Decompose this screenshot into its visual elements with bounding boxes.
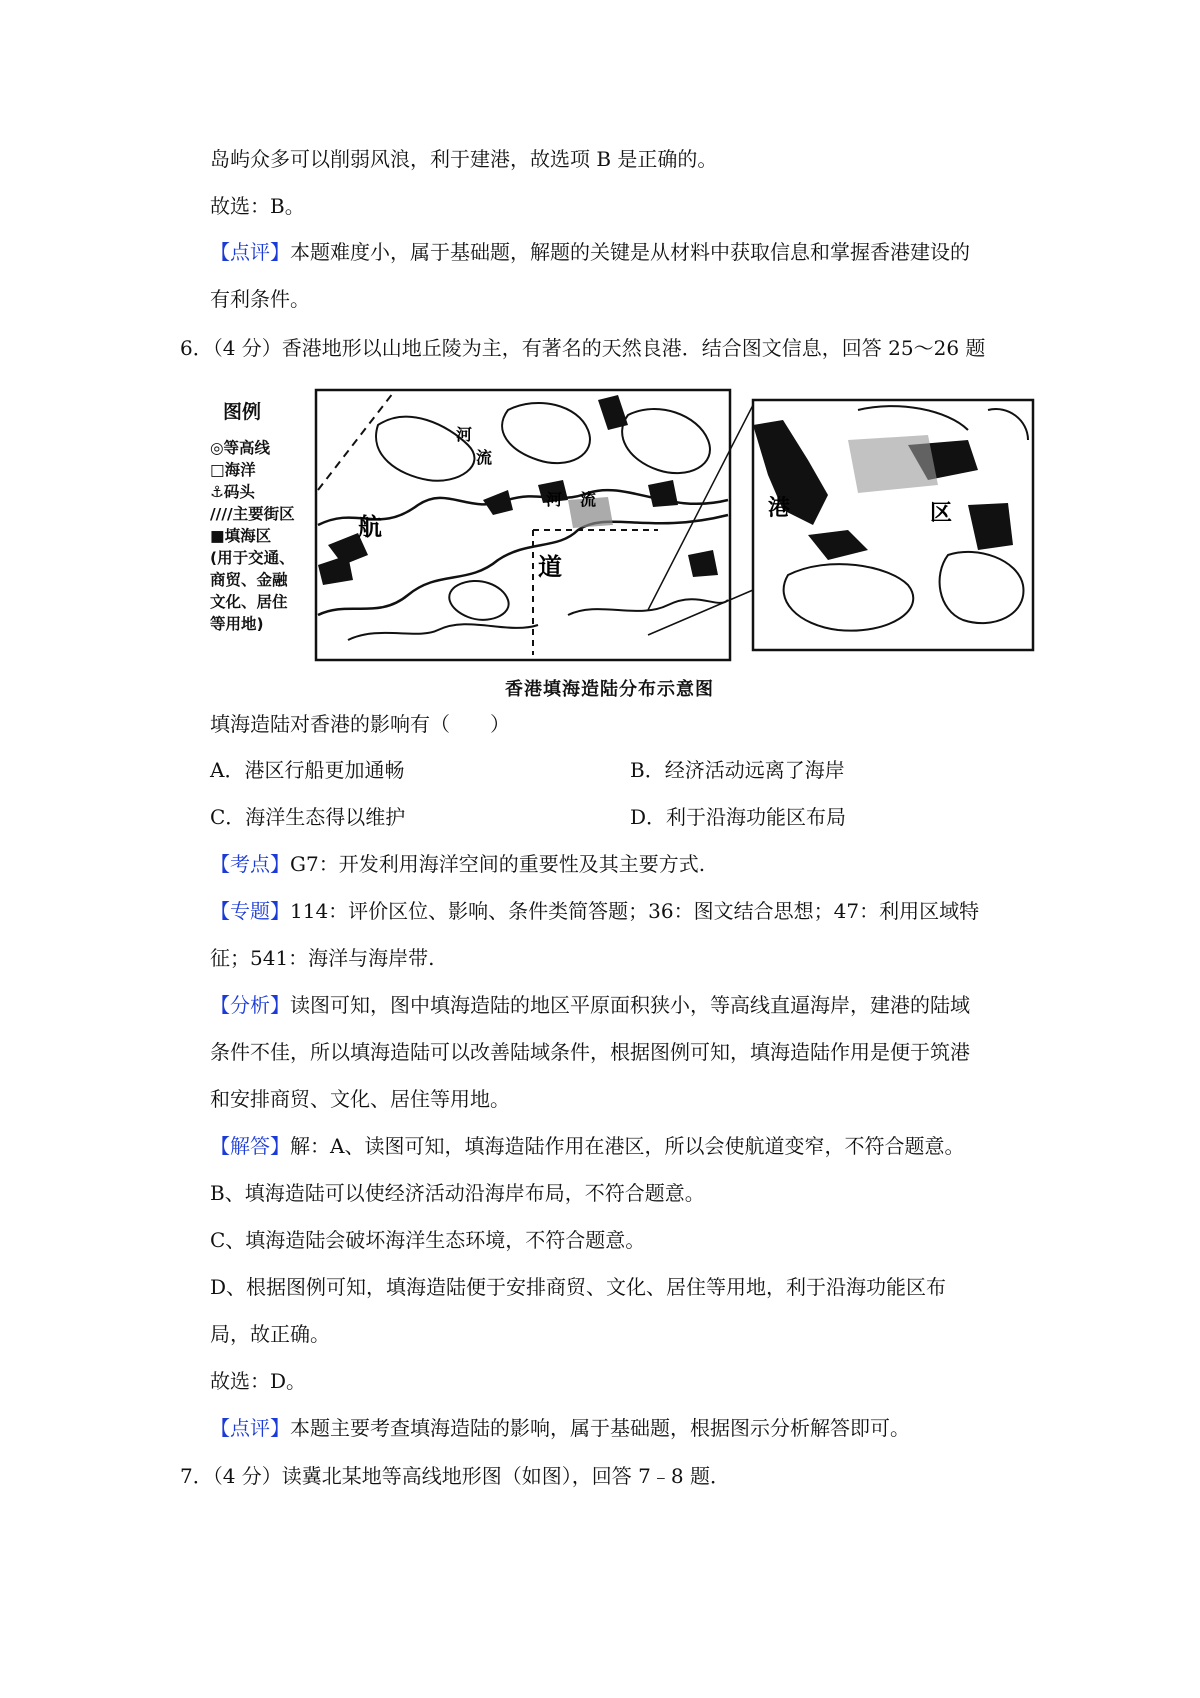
hong-kong-reclamation-map-figure — [208, 385, 1038, 708]
legend-item-pier: ⚓码头 — [210, 483, 255, 501]
map-label-river: 流 — [476, 448, 493, 467]
text-line: B、填海造陆可以使经济活动沿海岸布局，不符合题意。 — [210, 1181, 705, 1205]
map-label-channel: 道 — [538, 553, 562, 581]
answer-tag: 【解答】 — [210, 1134, 290, 1158]
remark-tag: 【点评】 — [210, 240, 290, 264]
text-line: 条件不佳，所以填海造陆可以改善陆域条件，根据图例可知，填海造陆作用是便于筑港 — [210, 1040, 970, 1064]
text-line: 征；541：海洋与海岸带. — [210, 946, 435, 970]
text-line — [210, 1416, 910, 1440]
option-b: B．经济活动远离了海岸 — [630, 758, 845, 782]
text-line — [210, 993, 970, 1017]
text-line: 和安排商贸、文化、居住等用地。 — [210, 1087, 510, 1111]
legend-item-note: 商贸、金融 — [210, 571, 288, 589]
legend-item-contour: ◎等高线 — [210, 439, 271, 457]
answer-text: 解：A、读图可知，填海造陆作用在港区，所以会使航道变窄，不符合题意。 — [290, 1134, 965, 1158]
topic-tag: 【专题】 — [210, 899, 290, 923]
legend-item-note: (用于交通、 — [210, 549, 295, 567]
question-7-stem: 7．（4 分）读冀北某地等高线地形图（如图），回答 7﹣8 题． — [180, 1464, 730, 1488]
point-tag: 【考点】 — [210, 852, 290, 876]
text-line: 故选：B。 — [210, 194, 305, 218]
street-area — [848, 435, 938, 493]
text-line: 故选：D。 — [210, 1369, 307, 1393]
remark-tag: 【点评】 — [210, 1416, 290, 1440]
point-text: G7：开发利用海洋空间的重要性及其主要方式. — [290, 852, 706, 876]
text-line — [210, 852, 705, 876]
text-line: 有利条件。 — [210, 287, 310, 311]
text-line — [210, 1134, 964, 1158]
text-line — [210, 899, 979, 923]
figure-caption: 香港填海造陆分布示意图 — [505, 679, 714, 700]
question-6-stem: 6．（4 分）香港地形以山地丘陵为主，有著名的天然良港．结合图文信息，回答 25～26 题 — [180, 336, 986, 360]
text-line: 局，故正确。 — [210, 1322, 330, 1346]
map-label-harbor: 港 — [768, 496, 791, 521]
map-label-channel: 航 — [358, 513, 382, 541]
map-label-harbor: 区 — [930, 501, 953, 526]
analysis-tag: 【分析】 — [210, 993, 290, 1017]
legend-item-street: ////主要街区 — [210, 505, 295, 523]
analysis-text: 读图可知，图中填海造陆的地区平原面积狭小，等高线直逼海岸，建港的陆域 — [290, 993, 970, 1017]
legend-item-note: 文化、居住 — [210, 593, 288, 611]
map-label-river: 河 — [456, 425, 473, 444]
legend-item-ocean: □海洋 — [210, 461, 256, 479]
topic-text: 114：评价区位、影响、条件类简答题；36：图文结合思想；47：利用区域特 — [290, 899, 980, 923]
text-line — [210, 240, 970, 264]
legend-item-note: 等用地) — [210, 615, 264, 633]
map-drawing — [208, 385, 1038, 675]
option-a: A．港区行船更加通畅 — [210, 758, 405, 782]
map-label-river: 流 — [580, 490, 597, 509]
question-6-prompt: 填海造陆对香港的影响有（ ） — [210, 712, 510, 736]
remark-text: 本题难度小，属于基础题，解题的关键是从材料中获取信息和掌握香港建设的 — [290, 240, 970, 264]
text-line: C、填海造陆会破坏海洋生态环境，不符合题意。 — [210, 1228, 646, 1252]
map-label-river: 河 — [546, 490, 563, 509]
text-line: D、根据图例可知，填海造陆便于安排商贸、文化、居住等用地，利于沿海功能区布 — [210, 1275, 947, 1299]
legend-item-reclaim: ■填海区 — [210, 527, 272, 545]
remark-text: 本题主要考查填海造陆的影响，属于基础题，根据图示分析解答即可。 — [290, 1416, 910, 1440]
text-line: 岛屿众多可以削弱风浪，利于建港，故选项 B 是正确的。 — [210, 147, 718, 171]
option-c: C．海洋生态得以维护 — [210, 805, 406, 829]
option-d: D．利于沿海功能区布局 — [630, 805, 847, 829]
legend-title: 图例 — [223, 401, 262, 423]
